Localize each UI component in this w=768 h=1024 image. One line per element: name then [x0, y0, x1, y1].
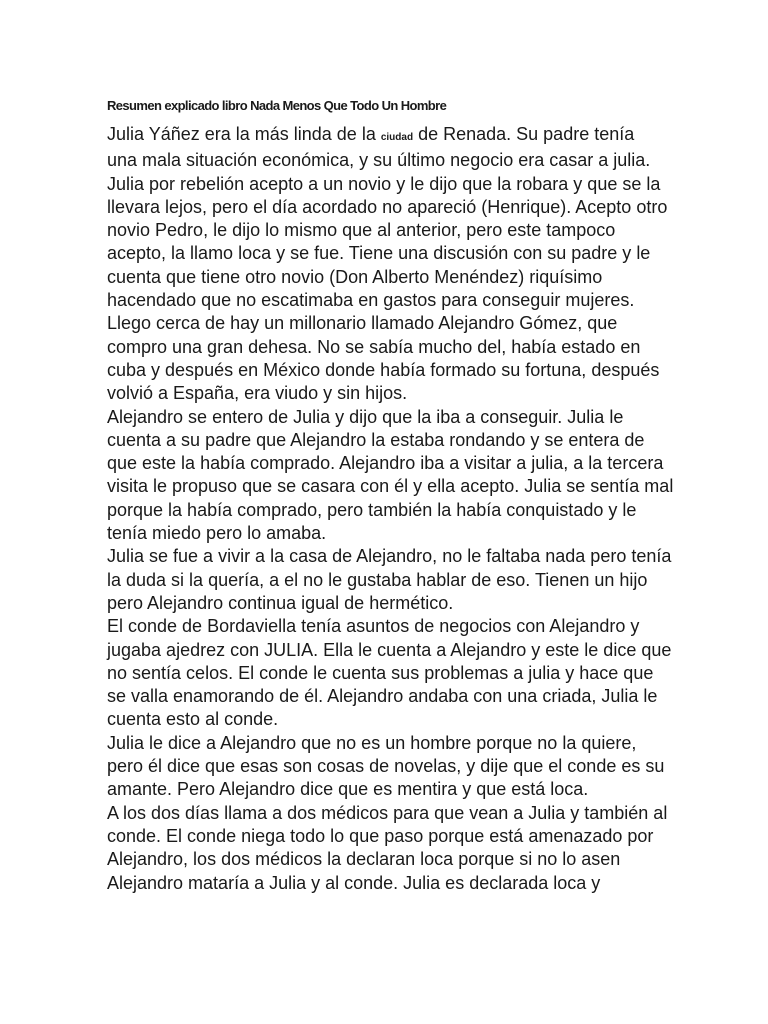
- text-line: novio Pedro, le dijo lo mismo que al anterior, pero este tampoco: [107, 220, 616, 241]
- document-body: [107, 123, 687, 895]
- text-line: tenía miedo pero lo amaba.: [107, 523, 327, 544]
- text-line: acepto, la llamo loca y se fue. Tiene una discusión con su padre y le: [107, 243, 651, 264]
- paragraph: [107, 406, 687, 546]
- paragraph: [107, 732, 687, 802]
- text-line: cuba y después en México donde había formado su fortuna, después: [107, 359, 660, 380]
- text-line: Alejandro, los dos médicos la declaran loca porque si no lo asen: [107, 849, 621, 870]
- paragraph: [107, 545, 687, 615]
- paragraph: [107, 123, 687, 406]
- text-line: compro una gran dehesa. No se sabía mucho del, había estado en: [107, 336, 641, 357]
- text-line: cuenta a su padre que Alejandro la estaba rondando y se entera de: [107, 429, 645, 450]
- text-line: llevara lejos, pero el día acordado no apareció (Henrique). Acepto otro: [107, 196, 668, 217]
- text-line: Julia por rebelión acepto a un novio y le dijo que la robara y que se la: [107, 173, 661, 194]
- text-segment: Julia Yáñez era la más linda de la: [107, 124, 381, 144]
- text-line: [107, 123, 687, 149]
- text-line: que este la había comprado. Alejandro iba a visitar a julia, a la tercera: [107, 453, 664, 474]
- text-line: la duda si la quería, a el no le gustaba hablar de eso. Tienen un hijo: [107, 569, 648, 590]
- text-line: Alejandro mataría a Julia y al conde. Julia es declarada loca y: [107, 872, 601, 893]
- text-line: El conde de Bordaviella tenía asuntos de negocios con Alejandro y: [107, 616, 640, 637]
- text-line: se valla enamorando de él. Alejandro andaba con una criada, Julia le: [107, 686, 658, 707]
- text-line: Julia le dice a Alejandro que no es un hombre porque no la quiere,: [107, 732, 637, 753]
- text-segment: de Renada. Su padre tenía: [413, 124, 635, 144]
- text-line: porque la había comprado, pero también la había conquistado y le: [107, 499, 637, 520]
- text-line: pero él dice que esas son cosas de novelas, y dije que el conde es su: [107, 756, 665, 777]
- text-line: una mala situación económica, y su último negocio era casar a julia.: [107, 150, 651, 171]
- text-line: Julia se fue a vivir a la casa de Alejandro, no le faltaba nada pero tenía: [107, 546, 672, 567]
- small-word: ciudad: [380, 132, 414, 143]
- text-line: visita le propuso que se casara con él y ella acepto. Julia se sentía mal: [107, 476, 674, 497]
- text-line: A los dos días llama a dos médicos para que vean a Julia y también al: [107, 802, 668, 823]
- text-line: hacendado que no escatimaba en gastos para conseguir mujeres.: [107, 290, 635, 311]
- paragraph: [107, 802, 687, 895]
- text-line: Alejandro se entero de Julia y dijo que la iba a conseguir. Julia le: [107, 406, 624, 427]
- text-line: no sentía celos. El conde le cuenta sus problemas a julia y hace que: [107, 662, 654, 683]
- document-title: Resumen explicado libro Nada Menos Que Todo Un Hombre: [107, 98, 447, 113]
- text-line: pero Alejandro continua igual de hermético.: [107, 592, 454, 613]
- text-line: jugaba ajedrez con JULIA. Ella le cuenta a Alejandro y este le dice que: [107, 639, 672, 660]
- text-line: amante. Pero Alejandro dice que es mentira y que está loca.: [107, 779, 589, 800]
- text-line: cuenta esto al conde.: [107, 709, 279, 730]
- text-line: conde. El conde niega todo lo que paso porque está amenazado por: [107, 825, 654, 846]
- text-line: Llego cerca de hay un millonario llamado Alejandro Gómez, que: [107, 313, 618, 334]
- text-line: volvió a España, era viudo y sin hijos.: [107, 383, 408, 404]
- text-line: cuenta que tiene otro novio (Don Alberto Menéndez) riquísimo: [107, 266, 603, 287]
- paragraph: [107, 615, 687, 731]
